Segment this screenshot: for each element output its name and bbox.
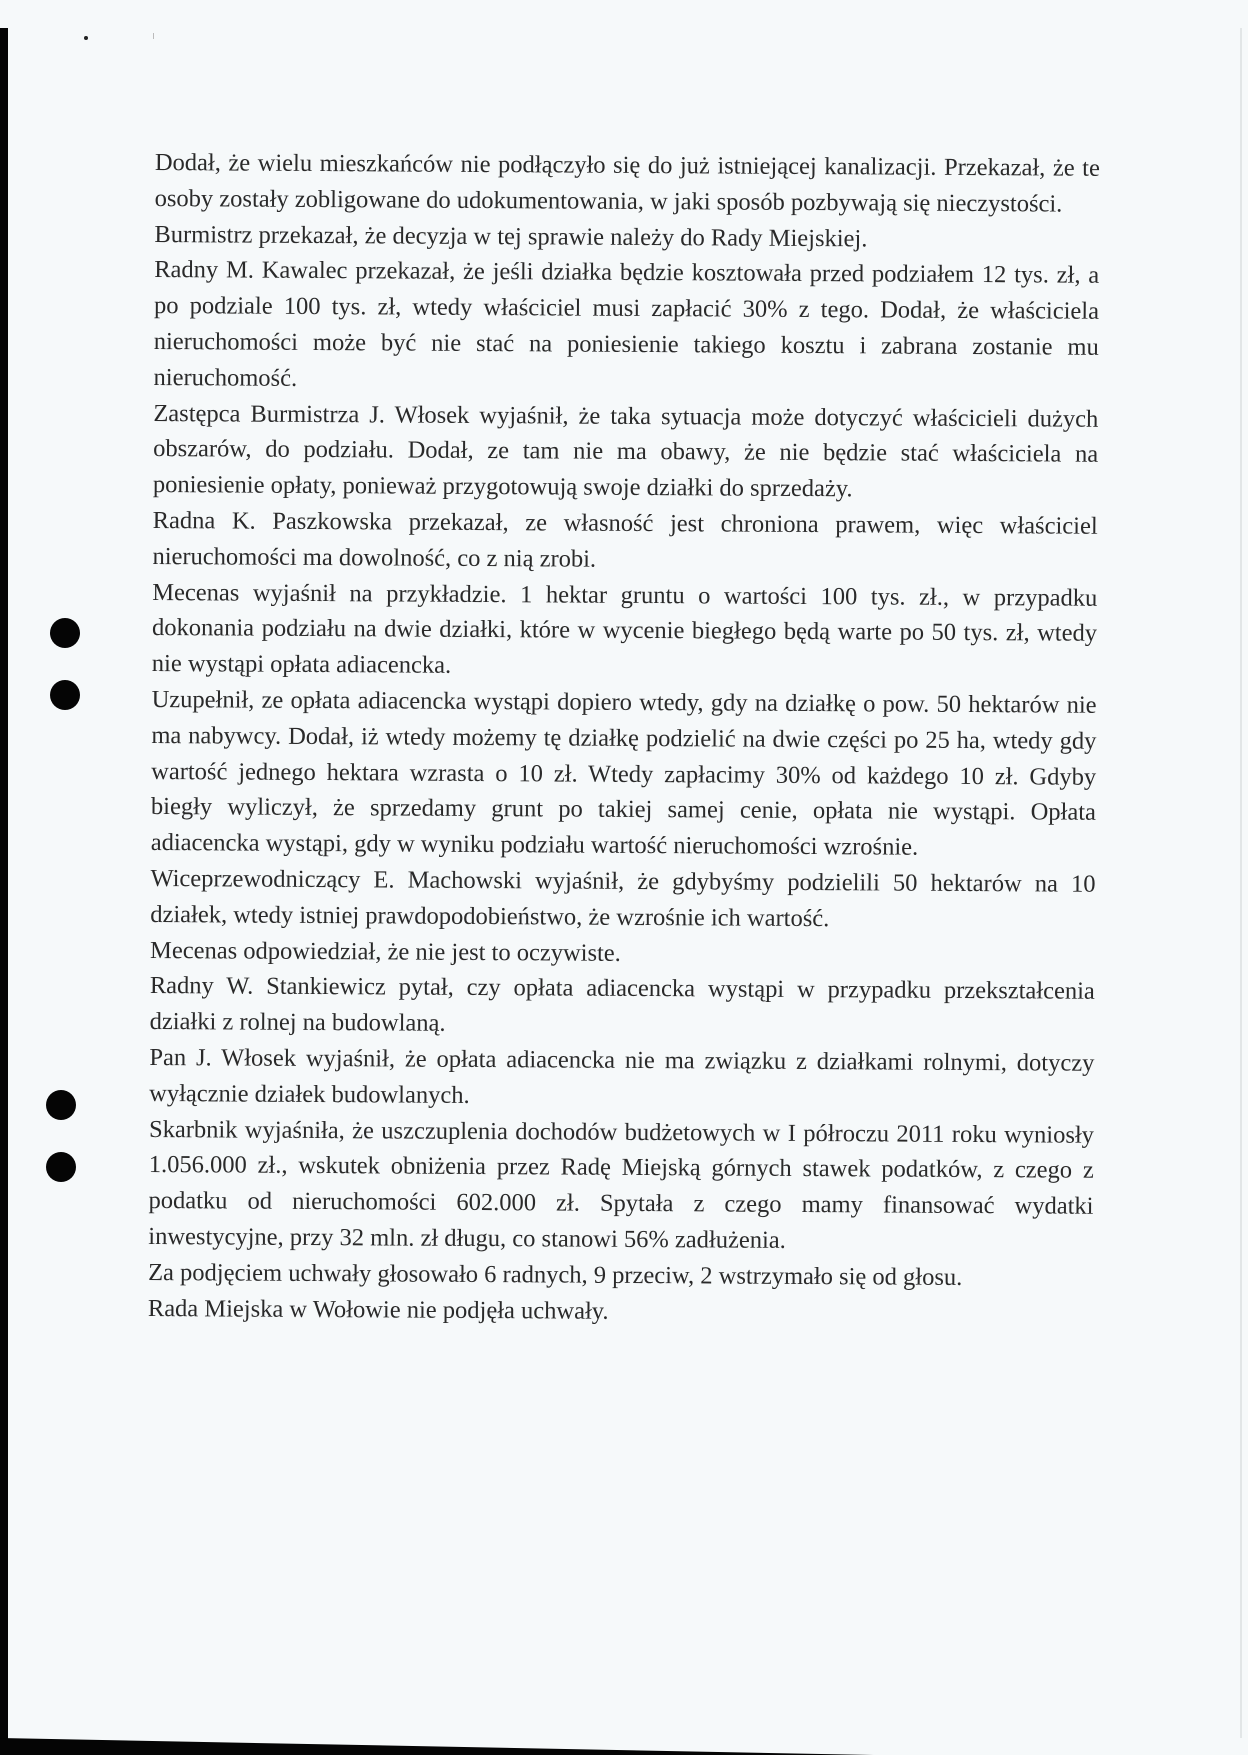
paragraph-kawalec: Radny M. Kawalec przekazał, że jeśli działka będzie kosztowała przed podziałem 12 tys. zł, a po podziale 100 tys. zł, wtedy właściciel musi zapłacić 30% z tego. Dodał, że właściciela nieruchomości może być nie stać na poniesienie takiego kosztu i zabrana zostanie mu nieruchomość. (153, 256, 1100, 392)
punch-hole (50, 618, 80, 648)
paragraph-stankiewicz: Radny W. Stankiewicz pytał, czy opłata adiacencka wystąpi w przypadku przekształcenia działki z rolnej na budowlaną. (149, 972, 1095, 1037)
punch-hole (46, 1090, 76, 1120)
paragraph-sewage-connections: Dodał, że wielu mieszkańców nie podłączyło się do już istniejącej kanalizacji. Przekazał, że te osoby zostały zobligowane do udokumentowania, w jaki sposób pozbywają się nieczystości. (154, 148, 1100, 218)
paragraph-vote-result: Za podjęciem uchwały głosowało 6 radnych, 9 przeciw, 2 wstrzymało się od głosu. (148, 1258, 963, 1291)
paragraph-mayor-decision: Burmistrz przekazał, że decyzja w tej sprawie należy do Rady Miejskiej. (154, 220, 868, 252)
paragraph-lawyer-example: Mecenas wyjaśnił na przykładzie. 1 hektar gruntu o wartości 100 tys. zł., w przypadku dokonania podziału na dwie działki, które w wycenie biegłego będą warte po 50 tys. zł, wtedy nie wystąpi opłata adiacencka. (151, 578, 1098, 679)
paragraph-lawyer-supplement: Uzupełnił, ze opłata adiacencka wystąpi dopiero wtedy, gdy na działkę o pow. 50 hektarów nie ma nabywcy. Dodał, iż wtedy możemy tę działkę podzielić na dwie części po 25 ha, wtedy gdy wartość jednego hektara wzrasta o 10 zł. Wtedy zapłacimy 30% od każdego 10 zł. Gdyby biegły wyliczył, że sprzedamy grunt po takiej samej cenie, opłata nie wystąpi. Opłata adiacencka wystąpi, gdy w wyniku podziału wartość nieruchomości wzrośnie. (150, 685, 1097, 861)
paragraph-machowski: Wiceprzewodniczący E. Machowski wyjaśnił, że gdybyśmy podzielili 50 hektarów na 10 działek, wtedy istniej prawdopodobieństwo, że wzrośnie ich wartość. (150, 864, 1096, 932)
paragraph-treasurer: Skarbnik wyjaśniła, że uszczuplenia dochodów budżetowych w I półroczu 2011 roku wyniosły 1.056.000 zł., wskutek obniżenia przez Radę Miejską górnych stawek podatków, z czego z podatku od nieruchomości 602.000 zł. Spytała z czego mamy finansować wydatki inwestycyjne, przy 32 mln. zł długu, co stanowi 56% zadłużenia. (148, 1115, 1095, 1254)
paragraph-lawyer-reply: Mecenas odpowiedział, że nie jest to oczywiste. (149, 936, 621, 967)
paragraph-paszkowska: Radna K. Paszkowska przekazał, ze własność jest chroniona prawem, więc właściciel nieruchomości ma dowolność, co z nią zrobi. (152, 506, 1098, 573)
paragraph-wlosek-reply: Pan J. Włosek wyjaśnił, że opłata adiacencka nie ma związku z działkami rolnymi, dotyczy wyłącznie działek budowlanych. (149, 1043, 1095, 1109)
paragraph-resolution-outcome: Rada Miejska w Wołowie nie podjęła uchwały. (147, 1294, 609, 1325)
paragraph-wlosek-deputy: Zastępca Burmistrza J. Włosek wyjaśnił, że taka sytuacja może dotyczyć właścicieli dużych obszarów, do podziału. Dodał, ze tam nie ma obawy, że nie będzie stać właściciela na poniesienie opłaty, ponieważ przygotowują swoje działki do sprzedaży. (152, 399, 1099, 503)
scan-edge-right (1240, 28, 1242, 1738)
scan-edge-bottom (0, 1735, 1248, 1755)
punch-hole (46, 1152, 76, 1182)
punch-hole (50, 680, 80, 710)
scan-speck (84, 36, 88, 40)
scan-edge-left (0, 28, 8, 1755)
document-body (148, 145, 1100, 1332)
scan-speck (153, 33, 154, 39)
